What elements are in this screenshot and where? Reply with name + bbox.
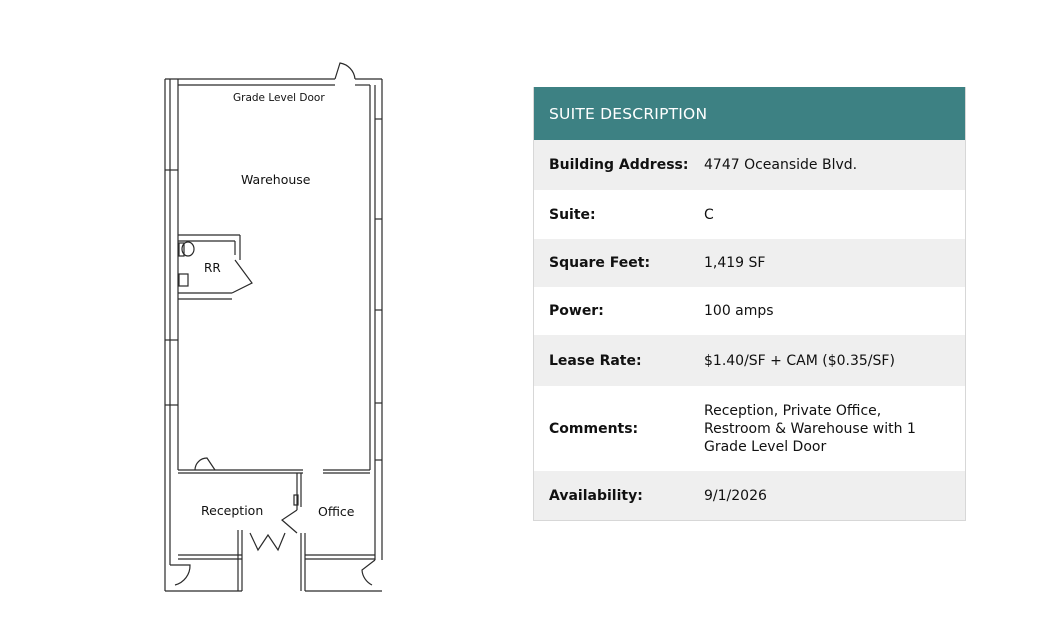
- row-value: 4747 Oceanside Blvd.: [704, 157, 858, 173]
- row-value: C: [704, 206, 714, 223]
- suite-description-table: [533, 87, 966, 521]
- row-value: Reception, Private Office, Restroom & Warehouse with 1 Grade Level Door: [704, 402, 916, 455]
- row-label: Suite:: [549, 206, 596, 223]
- row-label: Building Address:: [549, 157, 689, 173]
- reception-label: Reception: [201, 503, 264, 518]
- row-value: 1,419 SF: [704, 255, 766, 271]
- row-label: Comments:: [549, 420, 639, 437]
- row-suite: [534, 190, 965, 239]
- row-lease-rate: [534, 335, 965, 386]
- row-availability: [534, 471, 965, 520]
- floor-plan-drawing: [150, 55, 405, 605]
- suite-description-header: SUITE DESCRIPTION: [534, 87, 965, 140]
- row-value: 9/1/2026: [704, 487, 767, 504]
- row-square-feet: [534, 239, 965, 287]
- row-label: Square Feet:: [549, 255, 651, 271]
- row-value: $1.40/SF + CAM ($0.35/SF): [704, 352, 895, 369]
- grade-level-door-label: Grade Level Door: [233, 92, 325, 104]
- restroom-label: RR: [204, 261, 221, 275]
- row-comments: [534, 386, 965, 471]
- row-label: Lease Rate:: [549, 352, 642, 369]
- row-label: Availability:: [549, 487, 643, 504]
- row-building-address: [534, 140, 965, 190]
- floor-plan: [150, 55, 405, 605]
- office-label: Office: [318, 504, 355, 519]
- row-value: 100 amps: [704, 303, 774, 319]
- row-label: Power:: [549, 303, 604, 319]
- warehouse-label: Warehouse: [241, 172, 311, 187]
- row-power: [534, 287, 965, 335]
- suite-rows: [534, 140, 965, 520]
